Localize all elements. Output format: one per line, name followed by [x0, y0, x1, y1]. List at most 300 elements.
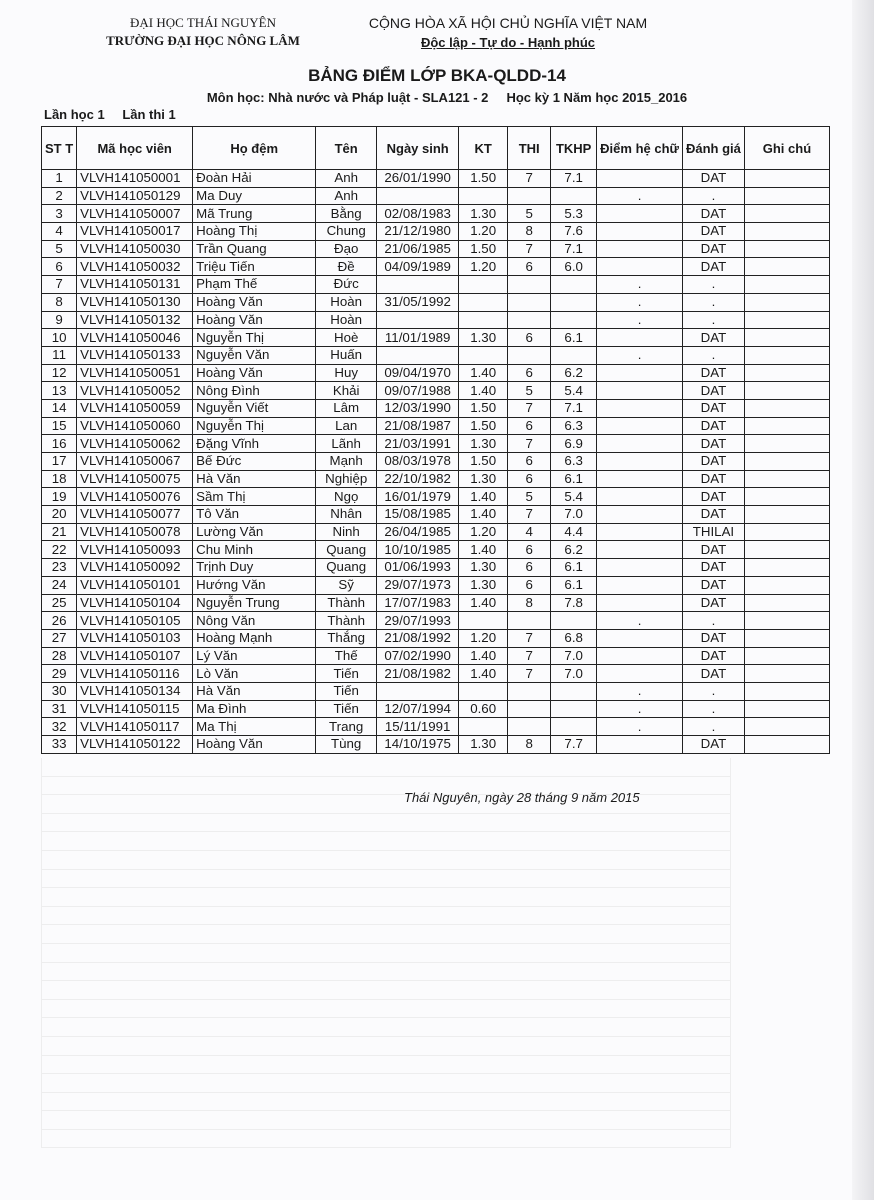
table-row: [42, 523, 830, 541]
col-notes-cell: [744, 170, 829, 188]
col-letter-grade-cell: [597, 594, 683, 612]
col-stt-cell: 20: [42, 506, 77, 524]
col-birthdate-cell: 21/08/1992: [377, 629, 459, 647]
col-surname-cell: Lường Văn: [193, 523, 316, 541]
col-given-name-cell: Hoè: [316, 329, 377, 347]
table-row: [42, 470, 830, 488]
col-stt-cell: 23: [42, 559, 77, 577]
col-tkhp-cell: [551, 700, 597, 718]
col-surname-cell: Hoàng Văn: [193, 293, 316, 311]
col-letter-grade-cell: [597, 470, 683, 488]
col-student-id-cell: VLVH141050134: [77, 682, 193, 700]
col-tkhp-cell: 7.1: [551, 240, 597, 258]
col-surname-cell: Hoàng Văn: [193, 311, 316, 329]
col-stt-cell: 17: [42, 453, 77, 471]
col-student-id-cell: VLVH141050046: [77, 329, 193, 347]
col-student-id-cell: VLVH141050092: [77, 559, 193, 577]
col-letter-grade-cell: [597, 736, 683, 754]
col-letter-grade-cell: [597, 205, 683, 223]
col-tkhp-cell: 7.1: [551, 170, 597, 188]
bleed-through-shadow: [41, 758, 731, 1128]
col-notes-cell: [744, 399, 829, 417]
col-thi-cell: [508, 187, 551, 205]
col-kt-cell: 1.30: [459, 329, 508, 347]
col-notes-cell: [744, 523, 829, 541]
col-student-id-cell: VLVH141050062: [77, 435, 193, 453]
col-given-name-cell: Ngọ: [316, 488, 377, 506]
col-evaluation-cell: .: [682, 700, 744, 718]
table-row: [42, 682, 830, 700]
col-birthdate-cell: [377, 346, 459, 364]
col-notes-cell: [744, 506, 829, 524]
col-surname-cell: Đoàn Hải: [193, 170, 316, 188]
col-kt-cell: 1.40: [459, 506, 508, 524]
shadow-line: [41, 963, 731, 982]
col-birthdate-header: Ngày sinh: [377, 127, 459, 170]
col-stt-cell: 13: [42, 382, 77, 400]
col-notes-cell: [744, 682, 829, 700]
col-letter-grade-cell: [597, 435, 683, 453]
col-notes-cell: [744, 417, 829, 435]
table-row: [42, 205, 830, 223]
col-student-id-cell: VLVH141050130: [77, 293, 193, 311]
col-letter-grade-cell: [597, 559, 683, 577]
col-thi-cell: [508, 612, 551, 630]
col-kt-cell: 1.40: [459, 665, 508, 683]
col-notes-cell: [744, 576, 829, 594]
col-tkhp-cell: 6.1: [551, 559, 597, 577]
col-evaluation-cell: DAT: [682, 399, 744, 417]
shadow-line: [41, 814, 731, 833]
col-notes-cell: [744, 329, 829, 347]
shadow-line: [41, 758, 731, 777]
col-notes-cell: [744, 594, 829, 612]
col-thi-cell: 5: [508, 488, 551, 506]
col-stt-cell: 14: [42, 399, 77, 417]
col-thi-cell: 7: [508, 170, 551, 188]
col-kt-cell: 1.50: [459, 399, 508, 417]
col-stt-cell: 7: [42, 276, 77, 294]
col-stt-cell: 8: [42, 293, 77, 311]
col-kt-header: KT: [459, 127, 508, 170]
col-surname-cell: Bế Đức: [193, 453, 316, 471]
col-birthdate-cell: 26/04/1985: [377, 523, 459, 541]
col-notes-cell: [744, 488, 829, 506]
col-evaluation-cell: DAT: [682, 629, 744, 647]
col-stt-cell: 32: [42, 718, 77, 736]
col-kt-cell: 1.40: [459, 364, 508, 382]
col-given-name-cell: Bằng: [316, 205, 377, 223]
national-motto: Độc lập - Tự do - Hạnh phúc: [420, 35, 596, 50]
col-tkhp-cell: [551, 311, 597, 329]
col-surname-cell: Chu Minh: [193, 541, 316, 559]
col-evaluation-cell: DAT: [682, 329, 744, 347]
col-stt-cell: 19: [42, 488, 77, 506]
col-given-name-cell: Thành: [316, 612, 377, 630]
col-thi-cell: 6: [508, 258, 551, 276]
university-name: ĐẠI HỌC THÁI NGUYÊN: [130, 15, 276, 30]
table-row: [42, 506, 830, 524]
col-surname-cell: Hoàng Mạnh: [193, 629, 316, 647]
col-stt-cell: 30: [42, 682, 77, 700]
col-tkhp-cell: [551, 682, 597, 700]
col-thi-cell: 6: [508, 576, 551, 594]
col-surname-cell: Ma Đình: [193, 700, 316, 718]
col-surname-cell: Trịnh Duy: [193, 559, 316, 577]
col-student-id-cell: VLVH141050115: [77, 700, 193, 718]
table-row: [42, 346, 830, 364]
col-stt-cell: 12: [42, 364, 77, 382]
col-surname-cell: Đặng Vĩnh: [193, 435, 316, 453]
col-birthdate-cell: 12/03/1990: [377, 399, 459, 417]
col-given-name-cell: Đề: [316, 258, 377, 276]
grade-table: [41, 126, 830, 754]
col-evaluation-cell: THILAI: [682, 523, 744, 541]
col-student-id-cell: VLVH141050030: [77, 240, 193, 258]
col-birthdate-cell: 29/07/1993: [377, 612, 459, 630]
col-evaluation-cell: DAT: [682, 576, 744, 594]
col-student-id-cell: VLVH141050122: [77, 736, 193, 754]
col-letter-grade-cell: .: [597, 700, 683, 718]
col-kt-cell: 1.20: [459, 223, 508, 241]
col-student-id-cell: VLVH141050129: [77, 187, 193, 205]
col-evaluation-cell: DAT: [682, 240, 744, 258]
col-tkhp-cell: 6.3: [551, 453, 597, 471]
col-notes-cell: [744, 718, 829, 736]
col-birthdate-cell: 17/07/1983: [377, 594, 459, 612]
col-evaluation-cell: DAT: [682, 435, 744, 453]
col-evaluation-cell: DAT: [682, 594, 744, 612]
col-surname-cell: Tô Văn: [193, 506, 316, 524]
col-student-id-cell: VLVH141050132: [77, 311, 193, 329]
col-tkhp-cell: 6.1: [551, 576, 597, 594]
table-header-row: [42, 127, 830, 170]
col-birthdate-cell: [377, 276, 459, 294]
col-thi-cell: 7: [508, 399, 551, 417]
col-student-id-cell: VLVH141050104: [77, 594, 193, 612]
col-stt-cell: 31: [42, 700, 77, 718]
col-birthdate-cell: 21/08/1987: [377, 417, 459, 435]
col-thi-cell: 7: [508, 435, 551, 453]
col-stt-cell: 21: [42, 523, 77, 541]
shadow-line: [41, 1000, 731, 1019]
col-letter-grade-cell: [597, 382, 683, 400]
col-surname-cell: Hoàng Văn: [193, 364, 316, 382]
col-birthdate-cell: 02/08/1983: [377, 205, 459, 223]
col-tkhp-cell: 6.9: [551, 435, 597, 453]
col-given-name-cell: Lan: [316, 417, 377, 435]
col-given-name-cell: Thế: [316, 647, 377, 665]
col-tkhp-cell: 5.4: [551, 488, 597, 506]
col-tkhp-cell: [551, 293, 597, 311]
col-tkhp-cell: 6.2: [551, 541, 597, 559]
col-stt-cell: 11: [42, 346, 77, 364]
col-given-name-cell: Huấn: [316, 346, 377, 364]
shadow-line: [41, 1093, 731, 1112]
col-evaluation-cell: .: [682, 276, 744, 294]
col-birthdate-cell: 09/07/1988: [377, 382, 459, 400]
col-notes-cell: [744, 240, 829, 258]
col-surname-cell: Nguyễn Trung: [193, 594, 316, 612]
col-stt-cell: 4: [42, 223, 77, 241]
table-row: [42, 293, 830, 311]
col-notes-cell: [744, 665, 829, 683]
col-kt-cell: [459, 612, 508, 630]
col-evaluation-cell: DAT: [682, 170, 744, 188]
col-student-id-cell: VLVH141050001: [77, 170, 193, 188]
col-letter-grade-cell: .: [597, 187, 683, 205]
col-stt-cell: 26: [42, 612, 77, 630]
col-thi-cell: 4: [508, 523, 551, 541]
col-student-id-cell: VLVH141050032: [77, 258, 193, 276]
col-letter-grade-cell: .: [597, 293, 683, 311]
col-birthdate-cell: 14/10/1975: [377, 736, 459, 754]
col-evaluation-cell: DAT: [682, 665, 744, 683]
col-kt-cell: 1.20: [459, 629, 508, 647]
col-letter-grade-cell: .: [597, 682, 683, 700]
col-surname-cell: Hướng Văn: [193, 576, 316, 594]
col-given-name-cell: Lãnh: [316, 435, 377, 453]
col-tkhp-cell: 5.4: [551, 382, 597, 400]
col-kt-cell: 1.30: [459, 205, 508, 223]
col-thi-cell: 6: [508, 329, 551, 347]
col-stt-cell: 29: [42, 665, 77, 683]
col-notes-cell: [744, 453, 829, 471]
col-surname-cell: Sầm Thị: [193, 488, 316, 506]
col-tkhp-cell: 7.0: [551, 665, 597, 683]
col-thi-cell: 8: [508, 594, 551, 612]
col-birthdate-cell: 21/08/1982: [377, 665, 459, 683]
col-kt-cell: 1.40: [459, 488, 508, 506]
col-birthdate-cell: 15/08/1985: [377, 506, 459, 524]
col-surname-cell: Nông Văn: [193, 612, 316, 630]
col-given-name-header: Tên: [316, 127, 377, 170]
col-kt-cell: [459, 718, 508, 736]
col-kt-cell: [459, 293, 508, 311]
col-stt-cell: 1: [42, 170, 77, 188]
col-evaluation-cell: .: [682, 346, 744, 364]
col-letter-grade-cell: [597, 506, 683, 524]
col-kt-cell: 1.30: [459, 559, 508, 577]
col-letter-grade-cell: [597, 523, 683, 541]
col-stt-cell: 33: [42, 736, 77, 754]
col-surname-header: Họ đệm: [193, 127, 316, 170]
shadow-line: [41, 1074, 731, 1093]
col-thi-cell: 6: [508, 470, 551, 488]
col-student-id-cell: VLVH141050107: [77, 647, 193, 665]
col-student-id-cell: VLVH141050059: [77, 399, 193, 417]
col-given-name-cell: Mạnh: [316, 453, 377, 471]
col-thi-cell: 7: [508, 629, 551, 647]
col-birthdate-cell: 10/10/1985: [377, 541, 459, 559]
col-stt-header: ST T: [42, 127, 77, 170]
col-evaluation-cell: DAT: [682, 488, 744, 506]
col-birthdate-cell: 01/06/1993: [377, 559, 459, 577]
col-kt-cell: [459, 187, 508, 205]
col-notes-cell: [744, 205, 829, 223]
col-tkhp-cell: 6.8: [551, 629, 597, 647]
col-tkhp-cell: [551, 718, 597, 736]
col-kt-cell: 1.50: [459, 170, 508, 188]
col-stt-cell: 5: [42, 240, 77, 258]
table-row: [42, 559, 830, 577]
col-birthdate-cell: [377, 187, 459, 205]
col-birthdate-cell: 26/01/1990: [377, 170, 459, 188]
table-row: [42, 453, 830, 471]
col-tkhp-cell: 7.7: [551, 736, 597, 754]
col-given-name-cell: Chung: [316, 223, 377, 241]
col-notes-header: Ghi chú: [744, 127, 829, 170]
table-row: [42, 187, 830, 205]
table-row: [42, 170, 830, 188]
col-stt-cell: 16: [42, 435, 77, 453]
col-kt-cell: 1.30: [459, 576, 508, 594]
col-letter-grade-cell: [597, 647, 683, 665]
col-thi-cell: [508, 718, 551, 736]
table-row: [42, 541, 830, 559]
col-kt-cell: 1.20: [459, 258, 508, 276]
col-given-name-cell: Quang: [316, 541, 377, 559]
col-stt-cell: 6: [42, 258, 77, 276]
shadow-line: [41, 851, 731, 870]
col-given-name-cell: Trang: [316, 718, 377, 736]
col-letter-grade-cell: .: [597, 276, 683, 294]
col-student-id-cell: VLVH141050117: [77, 718, 193, 736]
col-thi-cell: [508, 276, 551, 294]
col-letter-grade-cell: [597, 240, 683, 258]
col-letter-grade-cell: [597, 629, 683, 647]
col-kt-cell: 1.40: [459, 541, 508, 559]
col-given-name-cell: Anh: [316, 170, 377, 188]
col-tkhp-cell: 7.6: [551, 223, 597, 241]
col-given-name-cell: Sỹ: [316, 576, 377, 594]
col-evaluation-cell: DAT: [682, 417, 744, 435]
col-student-id-cell: VLVH141050093: [77, 541, 193, 559]
col-birthdate-cell: 21/03/1991: [377, 435, 459, 453]
col-letter-grade-cell: .: [597, 346, 683, 364]
table-row: [42, 364, 830, 382]
col-kt-cell: 1.30: [459, 470, 508, 488]
col-evaluation-cell: DAT: [682, 382, 744, 400]
col-student-id-cell: VLVH141050067: [77, 453, 193, 471]
col-thi-cell: 6: [508, 453, 551, 471]
col-kt-cell: 1.40: [459, 647, 508, 665]
col-kt-cell: 1.40: [459, 382, 508, 400]
col-thi-cell: [508, 346, 551, 364]
shadow-line: [41, 981, 731, 1000]
table-row: [42, 647, 830, 665]
col-stt-cell: 10: [42, 329, 77, 347]
col-surname-cell: Lý Văn: [193, 647, 316, 665]
col-notes-cell: [744, 258, 829, 276]
exam-attempt: Lần thi 1: [122, 107, 176, 122]
col-kt-cell: 1.50: [459, 453, 508, 471]
col-birthdate-cell: 12/07/1994: [377, 700, 459, 718]
col-kt-cell: 0.60: [459, 700, 508, 718]
col-evaluation-cell: DAT: [682, 541, 744, 559]
col-notes-cell: [744, 276, 829, 294]
col-notes-cell: [744, 187, 829, 205]
col-stt-cell: 2: [42, 187, 77, 205]
col-surname-cell: Mã Trung: [193, 205, 316, 223]
col-kt-cell: 1.50: [459, 417, 508, 435]
col-student-id-cell: VLVH141050052: [77, 382, 193, 400]
col-surname-cell: Hoàng Văn: [193, 736, 316, 754]
col-stt-cell: 25: [42, 594, 77, 612]
table-row: [42, 382, 830, 400]
shadow-line: [41, 888, 731, 907]
page-title: BẢNG ĐIỂM LỚP BKA-QLDD-14: [308, 66, 566, 85]
col-given-name-cell: Nhân: [316, 506, 377, 524]
col-tkhp-cell: 6.3: [551, 417, 597, 435]
col-evaluation-cell: DAT: [682, 364, 744, 382]
col-student-id-cell: VLVH141050077: [77, 506, 193, 524]
col-surname-cell: Hà Văn: [193, 470, 316, 488]
col-surname-cell: Nguyễn Thị: [193, 329, 316, 347]
col-given-name-cell: Anh: [316, 187, 377, 205]
col-stt-cell: 22: [42, 541, 77, 559]
col-tkhp-cell: 7.0: [551, 506, 597, 524]
table-row: [42, 576, 830, 594]
col-birthdate-cell: 22/10/1982: [377, 470, 459, 488]
col-birthdate-cell: 08/03/1978: [377, 453, 459, 471]
col-surname-cell: Hà Văn: [193, 682, 316, 700]
table-row: [42, 276, 830, 294]
col-surname-cell: Ma Thị: [193, 718, 316, 736]
col-birthdate-cell: 21/12/1980: [377, 223, 459, 241]
col-notes-cell: [744, 346, 829, 364]
table-row: [42, 700, 830, 718]
col-stt-cell: 18: [42, 470, 77, 488]
col-kt-cell: 1.40: [459, 594, 508, 612]
col-letter-grade-cell: [597, 399, 683, 417]
col-thi-header: THI: [508, 127, 551, 170]
col-thi-cell: 6: [508, 541, 551, 559]
col-notes-cell: [744, 647, 829, 665]
col-evaluation-cell: .: [682, 612, 744, 630]
col-surname-cell: Nông Đình: [193, 382, 316, 400]
col-letter-grade-cell: .: [597, 311, 683, 329]
col-letter-grade-cell: [597, 258, 683, 276]
col-notes-cell: [744, 559, 829, 577]
col-kt-cell: 1.50: [459, 240, 508, 258]
col-tkhp-cell: 7.0: [551, 647, 597, 665]
col-student-id-cell: VLVH141050078: [77, 523, 193, 541]
col-kt-cell: 1.30: [459, 435, 508, 453]
col-surname-cell: Nguyễn Văn: [193, 346, 316, 364]
col-notes-cell: [744, 364, 829, 382]
col-tkhp-cell: 5.3: [551, 205, 597, 223]
col-thi-cell: [508, 700, 551, 718]
col-given-name-cell: Thành: [316, 594, 377, 612]
col-birthdate-cell: 29/07/1973: [377, 576, 459, 594]
table-row: [42, 665, 830, 683]
col-given-name-cell: Hoàn: [316, 311, 377, 329]
col-evaluation-cell: .: [682, 718, 744, 736]
col-letter-grade-header: Điểm hệ chữ: [597, 127, 683, 170]
col-thi-cell: 7: [508, 647, 551, 665]
col-tkhp-cell: [551, 346, 597, 364]
col-thi-cell: 5: [508, 205, 551, 223]
col-student-id-cell: VLVH141050101: [77, 576, 193, 594]
shadow-line: [41, 870, 731, 889]
col-notes-cell: [744, 382, 829, 400]
shadow-line: [41, 907, 731, 926]
table-row: [42, 718, 830, 736]
shadow-line: [41, 1037, 731, 1056]
col-notes-cell: [744, 612, 829, 630]
col-evaluation-cell: DAT: [682, 736, 744, 754]
